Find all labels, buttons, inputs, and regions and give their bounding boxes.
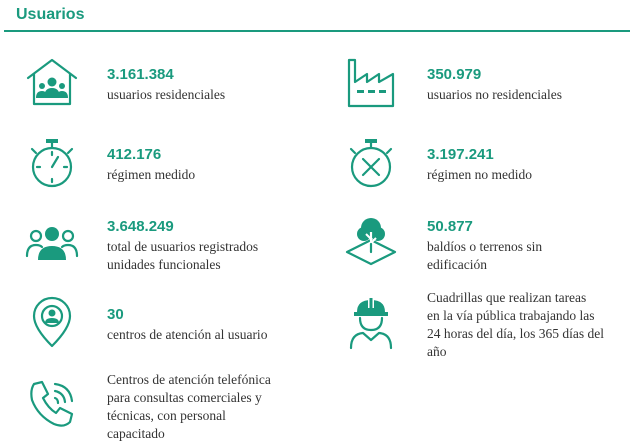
phone-call-icon [24, 376, 80, 432]
house-users-icon [24, 54, 80, 110]
stat-value: 50.877 [427, 218, 473, 235]
stat-label: régimen medido [107, 167, 196, 182]
stat-label-line: para consultas comerciales y [107, 390, 262, 405]
stat-label: usuarios no residenciales [427, 87, 562, 102]
section-divider [4, 30, 630, 32]
stat-label-line: año [427, 344, 447, 359]
stat-work-crews [427, 289, 604, 361]
stat-label: usuarios residenciales [107, 87, 226, 102]
stopwatch-cross-icon [343, 135, 399, 191]
stat-value: 350.979 [427, 66, 482, 83]
stat-not-measured [427, 146, 532, 184]
stat-non-residential [427, 66, 562, 104]
stat-label-line: técnicas, con personal [107, 408, 226, 423]
stat-vacant-lots [427, 218, 542, 274]
stat-label-line: 24 horas del día, los 365 días del [427, 326, 604, 341]
stat-label: régimen no medido [427, 167, 532, 182]
stat-label-line: baldíos o terrenos sin [427, 239, 543, 254]
location-user-icon [24, 294, 80, 350]
stat-value: 412.176 [107, 146, 162, 163]
stat-label-line: en la vía pública trabajando las [427, 308, 595, 323]
stat-service-centers [107, 306, 267, 344]
stat-total-users [107, 218, 258, 274]
stat-label-line: edificación [427, 257, 487, 272]
stat-label-line: Centros de atención telefónica [107, 372, 271, 387]
stat-value: 30 [107, 306, 124, 323]
stat-measured [107, 146, 195, 184]
stat-label: centros de atención al usuario [107, 327, 268, 342]
stat-value: 3.161.384 [107, 66, 174, 83]
stat-label-line: capacitado [107, 426, 165, 441]
stat-phone-centers [107, 371, 271, 443]
stat-value: 3.648.249 [107, 218, 174, 235]
stat-label-line: unidades funcionales [107, 257, 221, 272]
worker-helmet-icon [343, 294, 399, 350]
stat-value: 3.197.241 [427, 146, 494, 163]
factory-icon [343, 54, 399, 110]
stat-residential [107, 66, 225, 104]
stopwatch-icon [24, 135, 80, 191]
stat-label-line: Cuadrillas que realizan tareas [427, 290, 587, 305]
section-title: Usuarios [16, 6, 85, 23]
users-group-icon [24, 214, 80, 270]
tree-land-icon [343, 212, 399, 268]
stat-label-line: total de usuarios registrados [107, 239, 259, 254]
